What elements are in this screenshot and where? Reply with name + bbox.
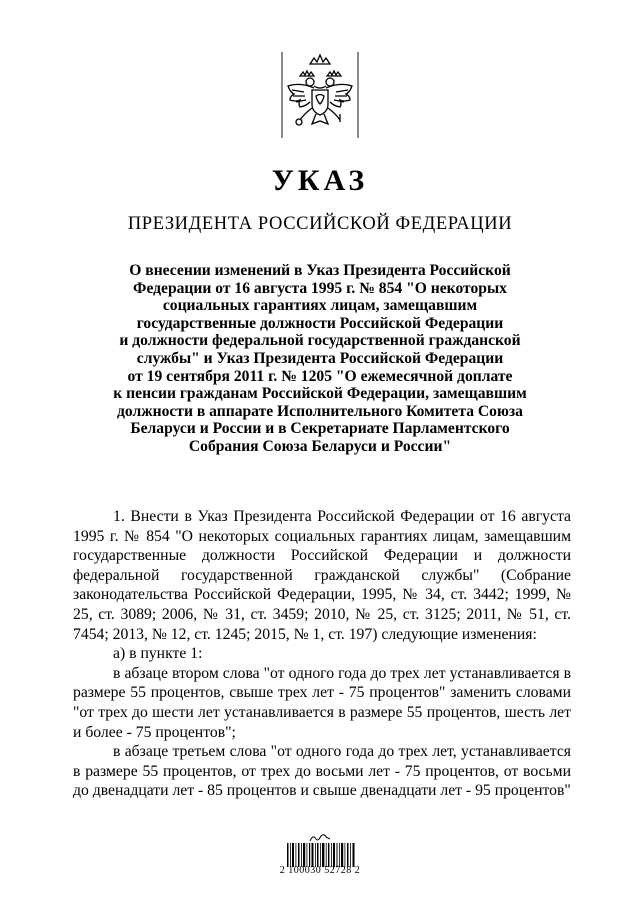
heading-line: от 19 сентября 2011 г. № 1205 "О ежемесячной доплате — [127, 367, 513, 385]
heading-line: О внесении изменений в Указ Президента Российской — [129, 262, 511, 279]
body-paragraph: в абзаце втором слова "от одного года до трех лет устанавливается в размере 55 процентов, свыше трех лет - 75 процентов" заменить словами "от трех до шести лет устанавливается в размере 55 процентов, шесть лет и более - 75 процентов"; — [73, 664, 571, 741]
document-body — [73, 507, 571, 801]
barcode-number: 2 100030 52728 2 — [279, 865, 361, 876]
body-paragraph: а) в пункте 1: — [113, 645, 203, 663]
heading-line: службы" и Указ Президента Российской Федерации — [136, 349, 504, 367]
document-title: УКАЗ — [271, 164, 369, 197]
barcode-icon — [287, 843, 355, 867]
document-subtitle: ПРЕЗИДЕНТА РОССИЙСКОЙ ФЕДЕРАЦИИ — [127, 214, 513, 234]
heading-line: Беларуси и России и в Секретариате Парламентского — [130, 420, 510, 438]
coat-of-arms-emblem — [280, 50, 360, 140]
heading-line: социальных гарантиях лицам, замещавшим — [162, 297, 478, 315]
heading-line: и должности федеральной государственной гражданской — [119, 332, 521, 350]
document-heading — [90, 262, 550, 456]
heading-line: к пенсии гражданам Российской Федерации, замещавшим — [113, 385, 527, 403]
heading-line: Собрания Союза Беларуси и России" — [188, 437, 452, 455]
heading-line: Федерации от 16 августа 1995 г. № 854 "О некоторых — [133, 279, 507, 297]
body-paragraph: в абзаце третьем слова "от одного года до трех лет, устанавливается в размере 55 процентов, от трех до восьми лет - 75 процентов, от восьми до двенадцати лет - 85 процентов и свыше двенадцати лет - 95 процентов" — [73, 743, 571, 800]
heading-line: должности в аппарате Исполнительного Комитета Союза — [117, 402, 523, 420]
signature-mark-icon — [309, 833, 331, 842]
body-paragraph: 1. Внести в Указ Президента Российской Федерации от 16 августа 1995 г. № 854 "О некоторых социальных гарантиях лицам, замещавшим государственные должности Российской Федерации и должности федеральной государственной гражданской службы" (Собрание законодательства Российской Федерации, 1995, № 34, ст. 3442; 1999, № 25, ст. 3089; 2006, № 31, ст. 3459; 2010, № 25, ст. 3125; 2011, № 51, ст. 7454; 2013, № 12, ст. 1245; 2015, № 1, ст. 197) следующие изменения: — [73, 508, 571, 643]
heading-line: государственные должности Российской Федерации — [136, 314, 504, 332]
